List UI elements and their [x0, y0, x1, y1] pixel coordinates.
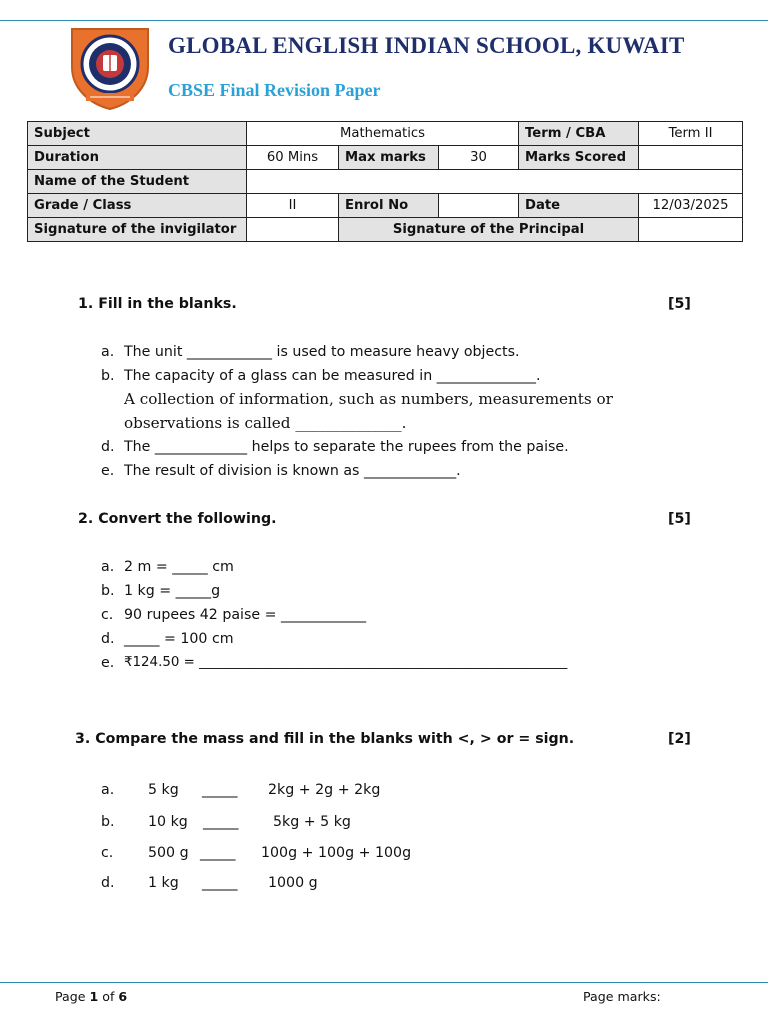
- enrol-field[interactable]: [439, 194, 519, 218]
- marks-scored-label: Marks Scored: [519, 146, 639, 170]
- page-prefix: Page: [55, 989, 90, 1004]
- school-logo: [66, 27, 154, 111]
- list-item-marker: d.: [101, 439, 115, 455]
- list-item-marker: c.: [101, 845, 114, 861]
- q2-heading: 2. Convert the following.: [78, 511, 277, 527]
- page-total: 6: [118, 989, 128, 1004]
- paper-title: CBSE Final Revision Paper: [168, 80, 381, 100]
- subject-value: Mathematics: [247, 122, 519, 146]
- compare-blank: _____: [203, 814, 239, 830]
- compare-blank: _____: [202, 782, 238, 798]
- compare-left: 1 kg: [148, 875, 179, 891]
- list-item-marker: d.: [101, 875, 115, 891]
- compare-blank: _____: [202, 875, 238, 891]
- table-row: [28, 122, 743, 146]
- page-current: 1: [89, 989, 99, 1004]
- principal-signature-label: Signature of the Principal: [339, 218, 639, 242]
- list-item: 2 m = _____ cm: [124, 559, 234, 575]
- duration-label: Duration: [28, 146, 247, 170]
- list-item-marker: d.: [101, 631, 115, 647]
- list-item: 1 kg = _____g: [124, 583, 221, 599]
- school-name: GLOBAL ENGLISH INDIAN SCHOOL, KUWAIT: [168, 33, 685, 58]
- subject-label: Subject: [28, 122, 247, 146]
- enrol-label: Enrol No: [339, 194, 439, 218]
- table-row: [28, 194, 743, 218]
- list-item: A collection of information, such as numbers, measurements or: [124, 390, 613, 408]
- list-item-marker: b.: [101, 814, 115, 830]
- date-label: Date: [519, 194, 639, 218]
- list-item: The capacity of a glass can be measured in ______________.: [124, 368, 541, 384]
- page-marks-label: Page marks:: [583, 989, 661, 1004]
- compare-left: 10 kg: [148, 814, 188, 830]
- compare-blank: _____: [200, 845, 236, 861]
- page-number: [55, 989, 127, 1004]
- table-row: [28, 170, 743, 194]
- list-item: The _____________ helps to separate the rupees from the paise.: [124, 439, 569, 455]
- list-item: The unit ____________ is used to measure heavy objects.: [124, 344, 520, 360]
- page-of: of: [98, 989, 119, 1004]
- list-item-marker: c.: [101, 607, 114, 623]
- q1-heading: 1. Fill in the blanks.: [78, 296, 237, 312]
- list-item: The result of division is known as _____________.: [124, 463, 461, 479]
- student-name-label: Name of the Student: [28, 170, 247, 194]
- list-item-marker: e.: [101, 655, 115, 671]
- list-item: ₹124.50 = _______________________________________________________: [124, 655, 568, 670]
- compare-left: 500 g: [148, 845, 189, 861]
- list-item-marker: e.: [101, 463, 115, 479]
- list-item-marker: a.: [101, 782, 115, 798]
- student-name-field[interactable]: [247, 170, 743, 194]
- q3-marks: [2]: [668, 731, 691, 747]
- term-value: Term II: [639, 122, 743, 146]
- list-item: 90 rupees 42 paise = ____________: [124, 607, 367, 623]
- grade-value: II: [247, 194, 339, 218]
- compare-right: 5kg + 5 kg: [273, 814, 351, 830]
- principal-signature-field[interactable]: [639, 218, 743, 242]
- invigilator-signature-field[interactable]: [247, 218, 339, 242]
- term-label: Term / CBA: [519, 122, 639, 146]
- list-item-marker: b.: [101, 368, 115, 384]
- table-row: [28, 146, 743, 170]
- table-row: [28, 218, 743, 242]
- q3-heading: 3. Compare the mass and fill in the blanks with <, > or = sign.: [75, 731, 575, 747]
- footer-rule: [0, 982, 768, 983]
- q1-marks: [5]: [668, 296, 691, 312]
- header-rule: [0, 20, 768, 21]
- q2-marks: [5]: [668, 511, 691, 527]
- compare-left: 5 kg: [148, 782, 179, 798]
- list-item: observations is called ______________.: [124, 414, 407, 432]
- compare-right: 2kg + 2g + 2kg: [268, 782, 381, 798]
- max-marks-label: Max marks: [339, 146, 439, 170]
- student-info-table: [27, 121, 743, 242]
- compare-right: 100g + 100g + 100g: [261, 845, 412, 861]
- max-marks-value: 30: [439, 146, 519, 170]
- invigilator-signature-label: Signature of the invigilator: [28, 218, 247, 242]
- grade-label: Grade / Class: [28, 194, 247, 218]
- list-item-marker: a.: [101, 344, 115, 360]
- marks-scored-field[interactable]: [639, 146, 743, 170]
- list-item-marker: a.: [101, 559, 115, 575]
- duration-value: 60 Mins: [247, 146, 339, 170]
- compare-right: 1000 g: [268, 875, 318, 891]
- list-item-marker: b.: [101, 583, 115, 599]
- list-item: _____ = 100 cm: [124, 631, 234, 647]
- date-value: 12/03/2025: [639, 194, 743, 218]
